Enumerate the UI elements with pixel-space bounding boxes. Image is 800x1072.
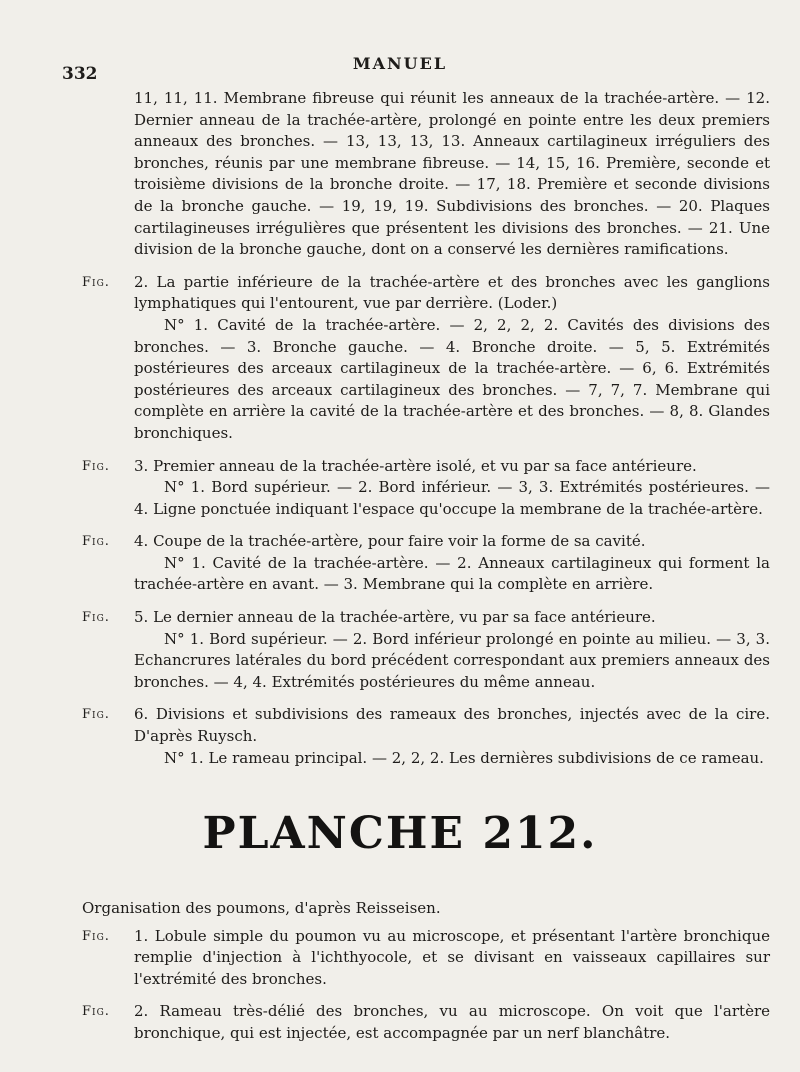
- figure-detail: N° 1. Bord supérieur. — 2. Bord inférieur. — 3, 3. Extrémités postérieures. — 4. Ligne ponctuée indiquant l'espace qu'occupe la membrane de la trachée-artère.: [134, 478, 770, 518]
- plate-title: PLANCHE 212.: [202, 808, 598, 859]
- figure-label: Fig.: [82, 458, 110, 474]
- figure-detail: N° 1. Cavité de la trachée-artère. — 2. Anneaux cartilagineux qui forment la trachée-artère en avant. — 3. Membrane qui la complète en arrière.: [134, 553, 770, 594]
- figure-label: Fig.: [82, 1004, 110, 1020]
- figure-detail: N° 1. Le rameau principal. — 2, 2, 2. Les dernières subdivisions de ce rameau.: [164, 748, 764, 767]
- figure-caption: 2. Rameau très-délié des bronches, vu au microscope. On voit que l'artère bronchique, qui est injectée, est accompagnée par un nerf blanchâtre.: [134, 1002, 770, 1042]
- plate-211-legend: [82, 88, 770, 780]
- figure-2-legend: [82, 272, 770, 445]
- figure-6-legend: [82, 704, 770, 769]
- plate-intro: Organisation des poumons, d'après Reisseisen.: [82, 899, 441, 917]
- figure-caption: 4. Coupe de la trachée-artère, pour faire voir la forme de sa cavité.: [134, 532, 646, 551]
- figure-caption: 3. Premier anneau de la trachée-artère isolé, et vu par sa face antérieure.: [134, 456, 697, 475]
- figure-5-legend: [82, 607, 770, 693]
- continued-paragraph: 11, 11, 11. Membrane fibreuse qui réunit les anneaux de la trachée-artère. — 12. Dernier anneau de la trachée-artère, prolongé en pointe entre les deux premiers anneaux des bronches. — 13, 13, 13, 13. Anneaux cartilagineux irréguliers des bronches, réunis par une membrane fibreuse. — 14, 15, 16. Première, seconde et troisième divisions de la bronche droite. — 17, 18. Première et seconde divisions de la bronche gauche. — 19, 19, 19. Subdivisions des bronches. — 20. Plaques cartilagineuses irrégulières que présentent les divisions des bronches. — 21. Une division de la bronche gauche, dont on a conservé les dernières ramifications.: [134, 89, 770, 259]
- figure-label: Fig.: [82, 707, 110, 723]
- figure-detail: N° 1. Bord supérieur. — 2. Bord inférieur prolongé en pointe au milieu. — 3, 3. Echancrures latérales du bord précédent correspondant aux premiers anneaux des bronches. — 4, 4. Extrémités postérieures du même anneau.: [134, 629, 770, 691]
- figure-caption: 2. La partie inférieure de la trachée-artère et des bronches avec les ganglions lymphatiques qui l'entourent, vue par derrière. (Loder.): [134, 272, 770, 313]
- plate-212-legend: [82, 898, 770, 1056]
- plate-figure-2-legend: [82, 1001, 770, 1044]
- page-number: 332: [62, 64, 98, 84]
- page-header: [0, 50, 800, 84]
- figure-label: Fig.: [82, 610, 110, 626]
- figure-caption: 1. Lobule simple du poumon vu au microscope, et présentant l'artère bronchique remplie d'injection à l'ichthyocole, et se divisant en vaisseaux capillaires sur l'extrémité des bronches.: [134, 926, 770, 988]
- figure-label: Fig.: [82, 274, 110, 290]
- running-head: MANUEL: [352, 54, 448, 73]
- figure-label: Fig.: [82, 534, 110, 550]
- figure-detail: N° 1. Cavité de la trachée-artère. — 2, 2, 2, 2. Cavités des divisions des bronches. — 3. Bronche gauche. — 4. Bronche droite. — 5, 5. Extrémités postérieures des arceaux cartilagineux de la trachée-artère. — 6, 6. Extrémités postérieures des arceaux cartilagineux des bronches. — 7, 7, 7. Membrane qui complète en arrière la cavité de la trachée-artère et des bronches. — 8, 8. Glandes bronchiques.: [134, 315, 770, 442]
- figure-caption: 5. Le dernier anneau de la trachée-artère, vu par sa face antérieure.: [134, 608, 656, 627]
- figure-label: Fig.: [82, 928, 110, 944]
- figure-3-legend: [82, 456, 770, 521]
- figure-4-legend: [82, 531, 770, 596]
- figure-caption: 6. Divisions et subdivisions des rameaux des bronches, injectés avec de la cire. D'après Ruysch.: [134, 705, 770, 746]
- plate-figure-1-legend: [82, 926, 770, 991]
